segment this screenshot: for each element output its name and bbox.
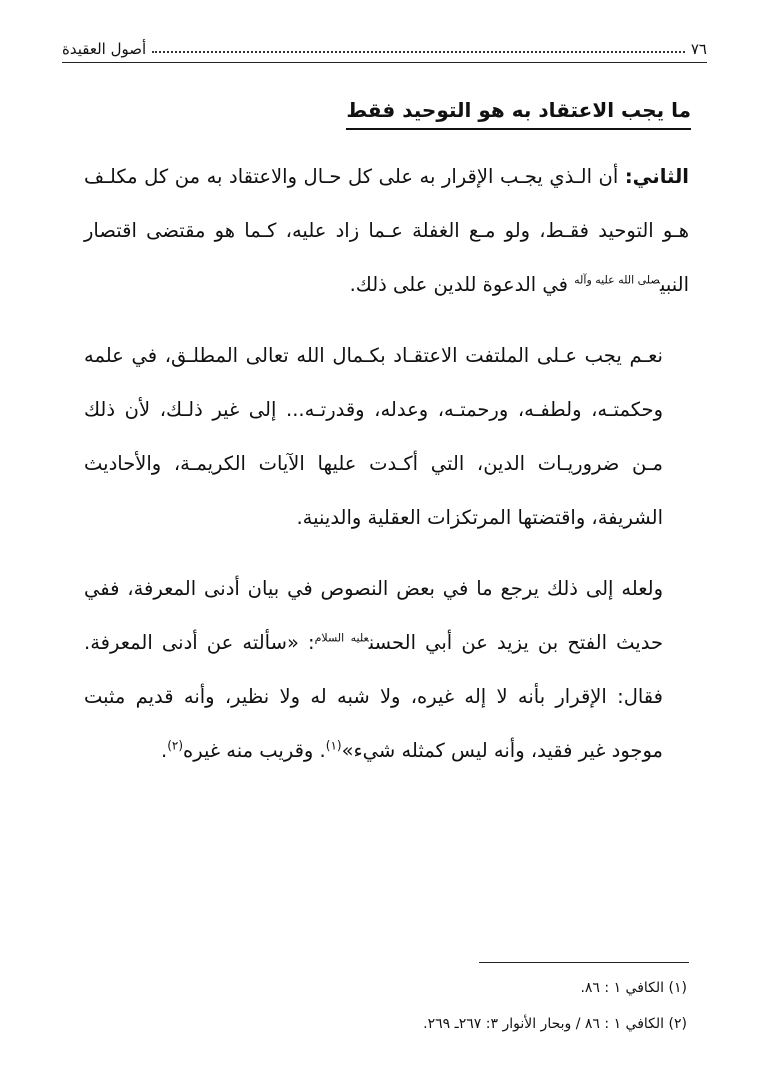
running-header	[62, 34, 707, 58]
running-title: أصول العقيدة	[62, 40, 147, 58]
footnote-1: (١) الكافي ١ : ٨٦.	[580, 980, 687, 996]
dot-leaders	[152, 50, 685, 53]
paragraph-3-text-b: : «سألته عن أدنى المعرفة. فقال: الإقرار بأنه لا إله غيره، ولا شبه له ولا نظير، وأنه قديم مثبت موجود غير فقيد، وأنه ليس كمثله شيء»	[84, 631, 663, 762]
body-text	[84, 150, 689, 795]
honorific-salawat: صلى الله عليه وآله	[574, 273, 660, 287]
paragraph-3-text-a: ولعله إلى ذلك يرجع ما في بعض النصوص في بيان أدنى المعرفة، ففي حديث الفتح بن يزيد عن أبي الحسن	[84, 577, 663, 654]
paragraph-3-text-d: .	[161, 739, 168, 762]
footnote-rule	[479, 962, 689, 963]
section-heading: ما يجب الاعتقاد به هو التوحيد فقط	[346, 98, 691, 130]
paragraph-lead: الثاني:	[624, 165, 689, 188]
paragraph-2: نعـم يجب عـلى الملتفت الاعتقـاد بكـمال الله تعالى المطلـق، في علمه وحكمتـه، ولطفـه، ورحمتـه، وعدله، وقدرتـه... إلى غير ذلـك، لأن ذلك مـن ضروريـات الدين، التي أكـدت عليها الآيات الكريمـة، والأحاديث الشريفة، واقتضتها المرتكزات العقلية والدينية.	[84, 344, 663, 529]
footnote-ref-2[interactable]: (٢)	[167, 738, 184, 753]
paragraph-1-text-a: أن الـذي يجـب الإقرار به على كل حـال والاعتقاد به من كل مكلـف هـو التوحيد فقـط، ولو مـع الغفلة عـما زاد عليه، كـما هو مقتضى اقتصار النبي	[84, 165, 689, 296]
paragraph-1	[84, 150, 689, 312]
header-rule	[62, 62, 707, 63]
page-number: ٧٦	[690, 40, 707, 58]
paragraph-3-text-c: . وقريب منه غيره	[183, 739, 326, 762]
footnote-ref-1[interactable]: (١)	[325, 738, 342, 753]
honorific-alayhi-salam: عليه السلام	[314, 631, 369, 645]
footnote-2: (٢) الكافي ١ : ٨٦ / وبحار الأنوار ٣: ٢٦٧ـ ٢٦٩.	[423, 1016, 687, 1032]
paragraph-3	[84, 562, 689, 778]
paragraph-1-text-b: في الدعوة للدين على ذلك.	[349, 273, 575, 296]
footnotes	[84, 970, 687, 1042]
